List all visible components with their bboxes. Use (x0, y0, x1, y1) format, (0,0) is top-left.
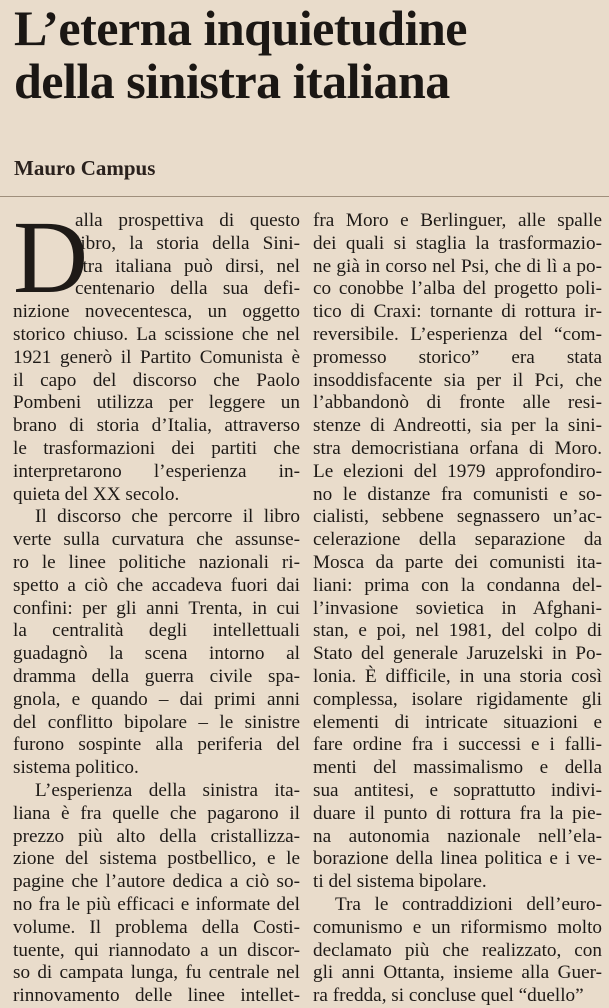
text-line: reversibile. L’esperienza del “com- (313, 323, 602, 345)
text-line: stra italiana può dirsi, nel (75, 255, 300, 277)
text-line: l’invasione sovietica in Afghani- (313, 597, 602, 619)
text-line: fra Moro e Berlinguer, alle spalle (313, 210, 602, 231)
text-line: declamato più che realizzato, con (313, 939, 602, 961)
text-line: guadagnò la scena intorno al (13, 643, 300, 665)
text-line: furono sospinte alla periferia del (13, 734, 300, 756)
text-line: duare il punto di rottura fra la pie- (313, 802, 602, 824)
text-line: confini: per gli anni Trenta, in cui (13, 597, 300, 619)
text-line: il capo del discorso che Paolo (13, 369, 300, 391)
text-line: ne già in corso nel Psi, che di lì a po- (313, 255, 602, 277)
headline (14, 2, 599, 108)
text-line: verte sulla curvatura che assunse- (13, 529, 300, 551)
text-line: elementi di intricate situazioni e (313, 711, 602, 733)
text-line: ti del sistema bipolare. (313, 871, 487, 893)
text-line: quieta del XX secolo. (13, 483, 180, 505)
divider (0, 196, 609, 197)
text-line: liana è fra quelle che pagarono il (13, 802, 300, 824)
text-line: no le distanze fra comunisti e so- (313, 483, 602, 505)
text-line: complessa, isolare rigidamente gli (313, 688, 602, 710)
text-line: tico di Craxi: tornante di rottura ir- (313, 301, 602, 323)
text-line: ro le linee politiche nazionali ri- (13, 551, 300, 573)
text-line: Le elezioni del 1979 approfondiro- (313, 460, 602, 482)
text-line: fare ordine fra i successi e i falli- (313, 734, 602, 756)
text-line: gli anni Ottanta, insieme alla Guer- (313, 962, 602, 984)
text-line: na autonomia nazionale nell’ela- (313, 825, 602, 847)
text-line: interpretarono l’esperienza in- (13, 460, 300, 482)
text-line: celerazione della separazione da (313, 529, 602, 551)
text-line: stan, e poi, nel 1981, del colpo di (313, 620, 602, 642)
text-line: Pombeni utilizza per leggere un (13, 392, 300, 414)
text-line: insoddisfacente sia per il Pci, che (313, 369, 602, 391)
text-line: ra fredda, si concluse quel “duello” (313, 985, 584, 1007)
text-line: liani: prima con la condanna del- (313, 574, 602, 596)
text-line: gnola, e quando – dai primi anni (13, 688, 300, 710)
text-line: borazione della linea politica e i ve- (313, 848, 602, 870)
text-line: l’abbandonò di fronte alle resi- (313, 392, 602, 414)
text-line: la centralità degli intellettuali (13, 620, 300, 642)
text-line: pagine che l’autore dedica a ciò so- (13, 871, 300, 893)
text-line: Il discorso che percorre il libro (35, 506, 300, 528)
text-line: stenze di Andreotti, sia per la sini- (313, 415, 602, 437)
text-line: dramma della guerra civile spa- (13, 665, 300, 687)
text-line: alla prospettiva di questo (75, 210, 300, 231)
text-line: zione del sistema postbellico, e le (13, 848, 300, 870)
text-line: lonia. È difficile, in una storia così (313, 665, 602, 687)
text-line: rinnovamento delle linee intellet- (13, 985, 300, 1007)
text-line: brano di storia d’Italia, attraverso (13, 415, 300, 437)
text-line: L’esperienza della sinistra ita- (35, 779, 300, 801)
text-line: le trasformazioni dei partiti che (13, 437, 300, 459)
text-line: sua antitesi, e soprattutto indivi- (313, 779, 602, 801)
text-line: promesso storico” era stata (313, 346, 602, 368)
drop-cap: D (13, 200, 89, 315)
text-line: Tra le contraddizioni dell’euro- (335, 893, 602, 915)
text-line: Stato del generale Jaruzelski in Po- (313, 643, 602, 665)
text-line: nizione novecentesca, un oggetto (13, 301, 300, 323)
text-line: spetto a ciò che accadeva fuori dai (13, 574, 300, 596)
text-line: stra democristiana orfana di Moro. (313, 437, 602, 459)
text-line: volume. Il problema della Costi- (13, 916, 300, 938)
text-line: co conobbe l’alba del progetto poli- (313, 278, 602, 300)
text-line: menti del massimalismo e della (313, 757, 602, 779)
text-line: no fra le più efficaci e informate del (13, 893, 300, 915)
text-line: sistema politico. (13, 757, 139, 779)
text-line: dei quali si staglia la trasformazio- (313, 232, 602, 254)
text-line: del conflitto bipolare – le sinistre (13, 711, 300, 733)
text-line: storico chiuso. La scissione che nel (13, 323, 300, 345)
text-line: centenario della sua defi- (75, 278, 300, 300)
headline-line: della sinistra italiana (14, 53, 450, 109)
column-right (313, 210, 602, 1008)
text-line: prezzo più alto della cristallizza- (13, 825, 300, 847)
text-line: Mosca da parte dei comunisti ita- (313, 551, 602, 573)
text-line: 1921 generò il Partito Comunista è (13, 346, 300, 368)
headline-line: L’eterna inquietudine (14, 0, 468, 56)
text-line: cialisti, sebbene segnassero un’ac- (313, 506, 602, 528)
text-line: so di campata lunga, fu centrale nel (13, 962, 300, 984)
author-byline: Mauro Campus (14, 156, 156, 180)
column-left (13, 200, 300, 1008)
text-line: comunismo e un riformismo molto (313, 916, 602, 938)
text-line: libro, la storia della Sini- (75, 232, 300, 254)
text-line: tuente, qui riannodato a un discor- (13, 939, 300, 961)
